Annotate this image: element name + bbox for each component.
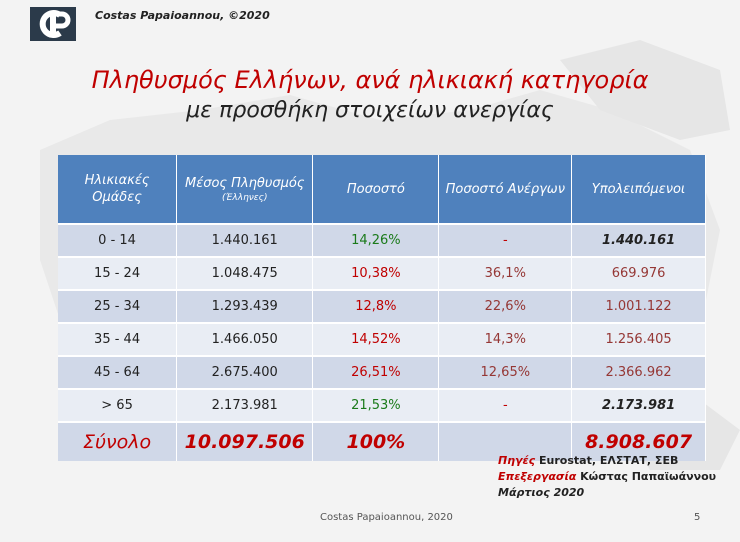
cell-population: 1.293.439 [177,290,313,323]
header-mean-population [177,155,313,224]
cell-remaining: 1.256.405 [572,323,706,356]
header-percentage: Ποσοστό [313,155,439,224]
cell-remaining: 2.173.981 [572,389,706,422]
table-row [58,389,706,422]
cell-unemp: 36,1% [439,257,572,290]
cell-age: > 65 [58,389,177,422]
processing-value: Κώστας Παπαϊωάννου [580,470,717,483]
sources-date: Μάρτιος 2020 [498,486,585,499]
table-row [58,224,706,257]
processing-label: Επεξεργασία [498,470,577,483]
cell-pct: 10,38% [313,257,439,290]
header-age-groups: Ηλικιακές Ομάδες [58,155,177,224]
header-mean-population-label: Μέσος Πληθυσμός [184,175,305,191]
cell-pct: 14,52% [313,323,439,356]
cell-age: 45 - 64 [58,356,177,389]
cell-population: 1.466.050 [177,323,313,356]
total-label: Σύνολο [58,422,177,461]
cell-population: 1.048.475 [177,257,313,290]
population-table [58,155,706,461]
cell-age: 35 - 44 [58,323,177,356]
cell-pct: 14,26% [313,224,439,257]
cell-remaining: 1.440.161 [572,224,706,257]
sources-note [498,453,716,501]
header-mean-population-note: (Έλληνες) [222,192,268,203]
cell-population: 2.675.400 [177,356,313,389]
total-pct: 100% [313,422,439,461]
processing-line [498,469,716,485]
cell-pct: 26,51% [313,356,439,389]
cp-logo-icon [30,7,76,41]
cell-unemp: - [439,389,572,422]
cell-population: 1.440.161 [177,224,313,257]
total-population: 10.097.506 [177,422,313,461]
table-row [58,356,706,389]
footer-text: Costas Papaioannou, 2020 [320,512,453,523]
cell-remaining: 2.366.962 [572,356,706,389]
cell-age: 0 - 14 [58,224,177,257]
table-row [58,257,706,290]
cell-remaining: 1.001.122 [572,290,706,323]
page-number: 5 [694,512,701,523]
cell-age: 25 - 34 [58,290,177,323]
table-row [58,290,706,323]
cell-pct: 12,8% [313,290,439,323]
total-remaining: 8.908.607 [572,422,706,461]
cell-age: 15 - 24 [58,257,177,290]
cell-unemp: 12,65% [439,356,572,389]
header-unemployed-pct: Ποσοστό Ανέργων [439,155,572,224]
table-header-row [58,155,706,224]
author-credit: Costas Papaioannou, ©2020 [95,9,270,22]
sources-line [498,453,716,469]
sources-label: Πηγές [498,454,536,467]
cell-remaining: 669.976 [572,257,706,290]
cell-population: 2.173.981 [177,389,313,422]
slide-subtitle: με προσθήκη στοιχείων ανεργίας [186,98,554,123]
slide-title: Πληθυσμός Ελλήνων, ανά ηλικιακή κατηγορία [91,66,649,94]
cell-unemp: 14,3% [439,323,572,356]
header-remaining: Υπολειπόμενοι [572,155,706,224]
cell-unemp: - [439,224,572,257]
cell-pct: 21,53% [313,389,439,422]
sources-value: Eurostat, ΕΛΣΤΑΤ, ΣΕΒ [539,454,679,467]
table-row [58,323,706,356]
cell-unemp: 22,6% [439,290,572,323]
